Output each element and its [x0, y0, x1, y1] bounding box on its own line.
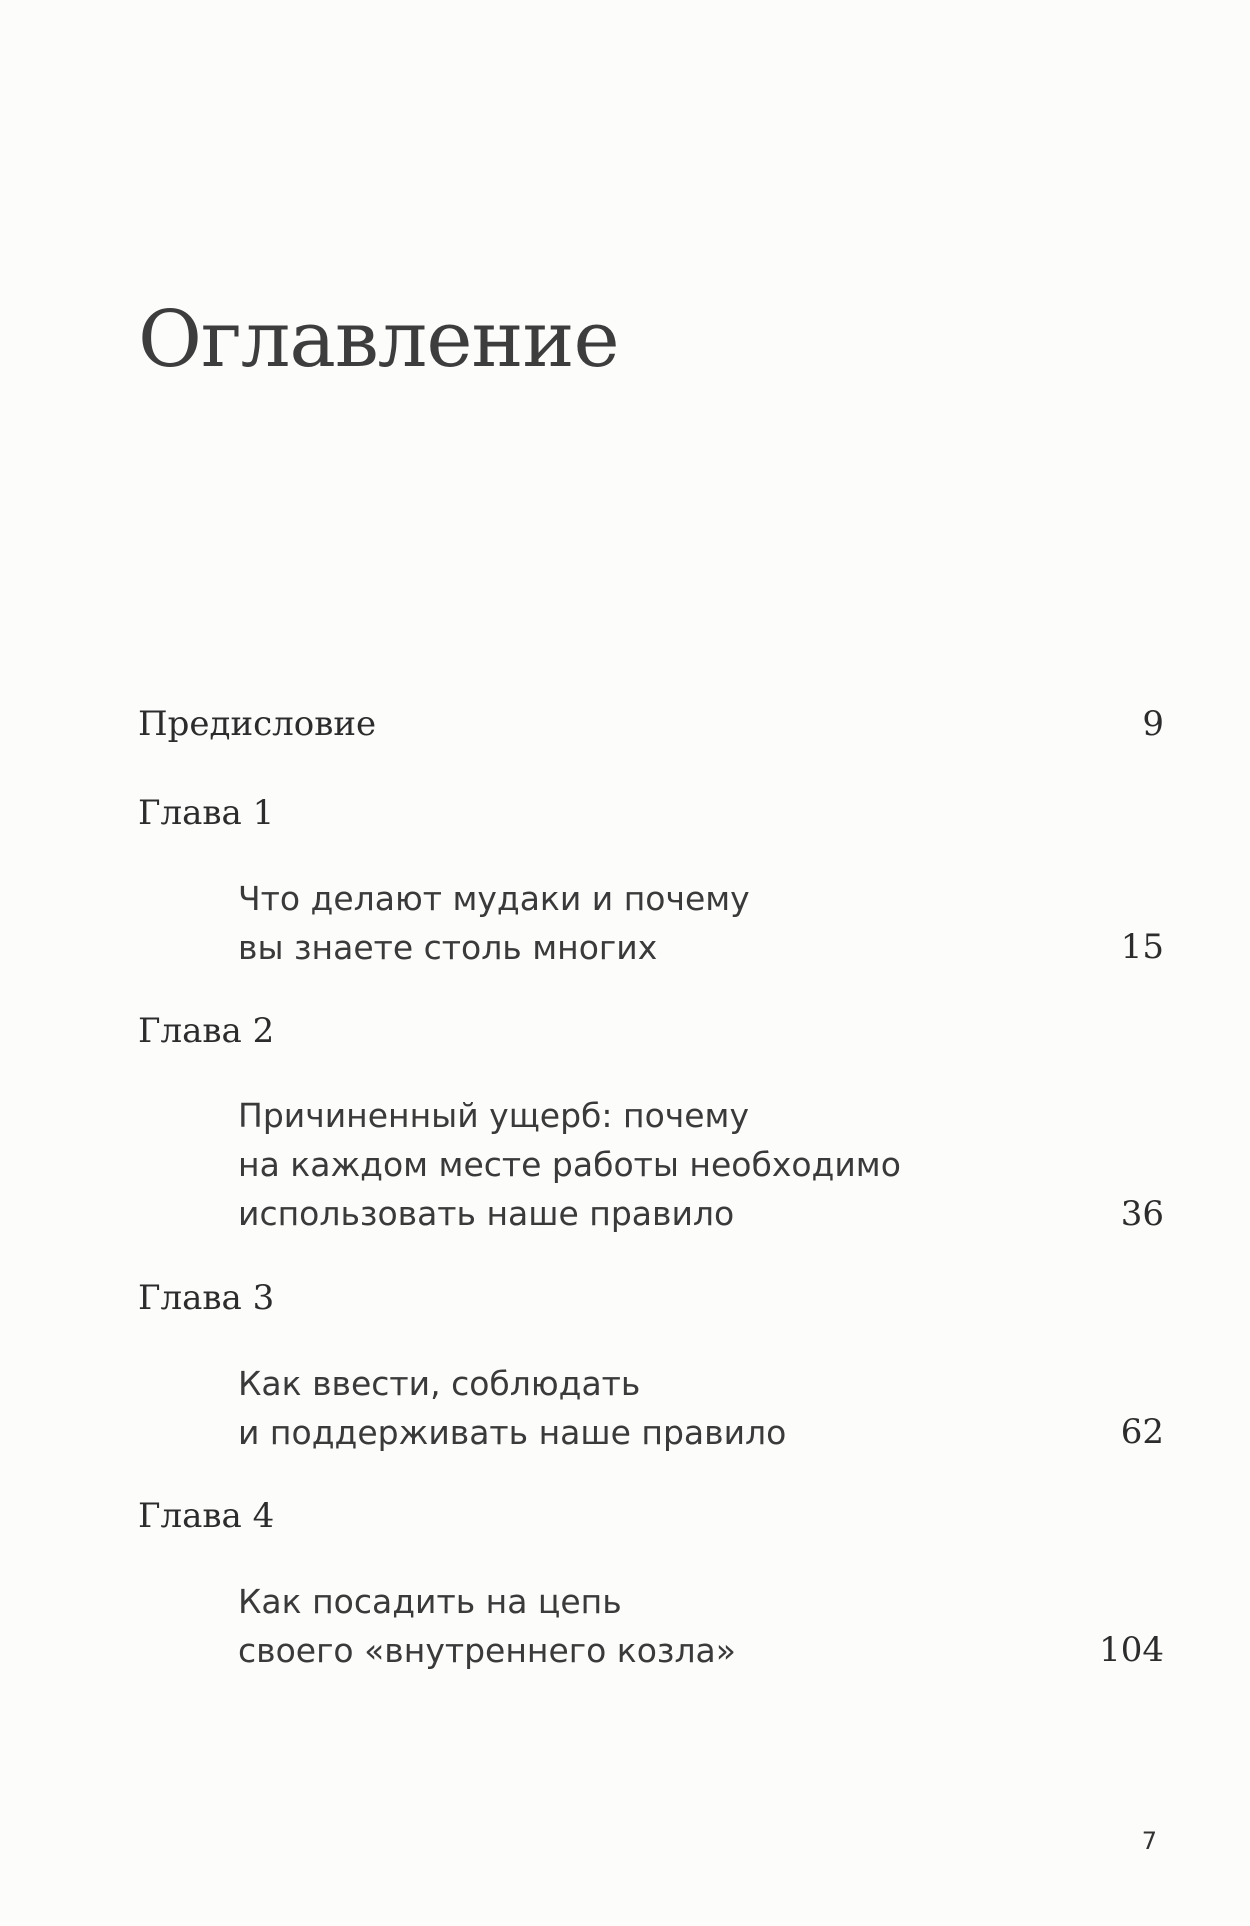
toc-chapter-1-title — [238, 874, 750, 972]
toc-chapter-2-title-line: на каждом месте работы необходимо — [238, 1145, 901, 1184]
toc-chapter-3-title-line: и поддерживать наше правило — [238, 1413, 787, 1452]
toc-chapter-4-page: 104 — [1099, 1630, 1164, 1670]
toc-chapter-2-label: Глава 2 — [138, 1011, 275, 1051]
toc-chapter-1-title-line: Что делают мудаки и почему — [238, 879, 750, 918]
page-number: 7 — [1141, 1827, 1157, 1855]
page-title: Оглавление — [138, 295, 619, 385]
toc-chapter-1-label: Глава 1 — [138, 793, 275, 833]
toc-chapter-4-title-line: Как посадить на цепь — [238, 1582, 622, 1621]
toc-preface-label: Предисловие — [138, 704, 377, 744]
toc-chapter-4-label: Глава 4 — [138, 1496, 275, 1536]
toc-preface-page: 9 — [1142, 704, 1164, 744]
toc-chapter-3-label: Глава 3 — [138, 1278, 275, 1318]
toc-chapter-1-page: 15 — [1120, 927, 1164, 967]
toc-chapter-2-title — [238, 1091, 901, 1238]
toc-chapter-4-title — [238, 1577, 736, 1675]
toc-chapter-4-title-line: своего «внутреннего козла» — [238, 1631, 736, 1670]
toc-chapter-3-title — [238, 1359, 786, 1457]
toc-chapter-2-title-line: использовать наше правило — [238, 1194, 735, 1233]
toc-chapter-2-page: 36 — [1120, 1194, 1164, 1234]
toc-chapter-3-title-line: Как ввести, соблюдать — [238, 1364, 641, 1403]
toc-chapter-1-title-line: вы знаете столь многих — [238, 928, 658, 967]
toc-chapter-3-page: 62 — [1120, 1412, 1164, 1452]
toc-chapter-2-title-line: Причиненный ущерб: почему — [238, 1096, 749, 1135]
